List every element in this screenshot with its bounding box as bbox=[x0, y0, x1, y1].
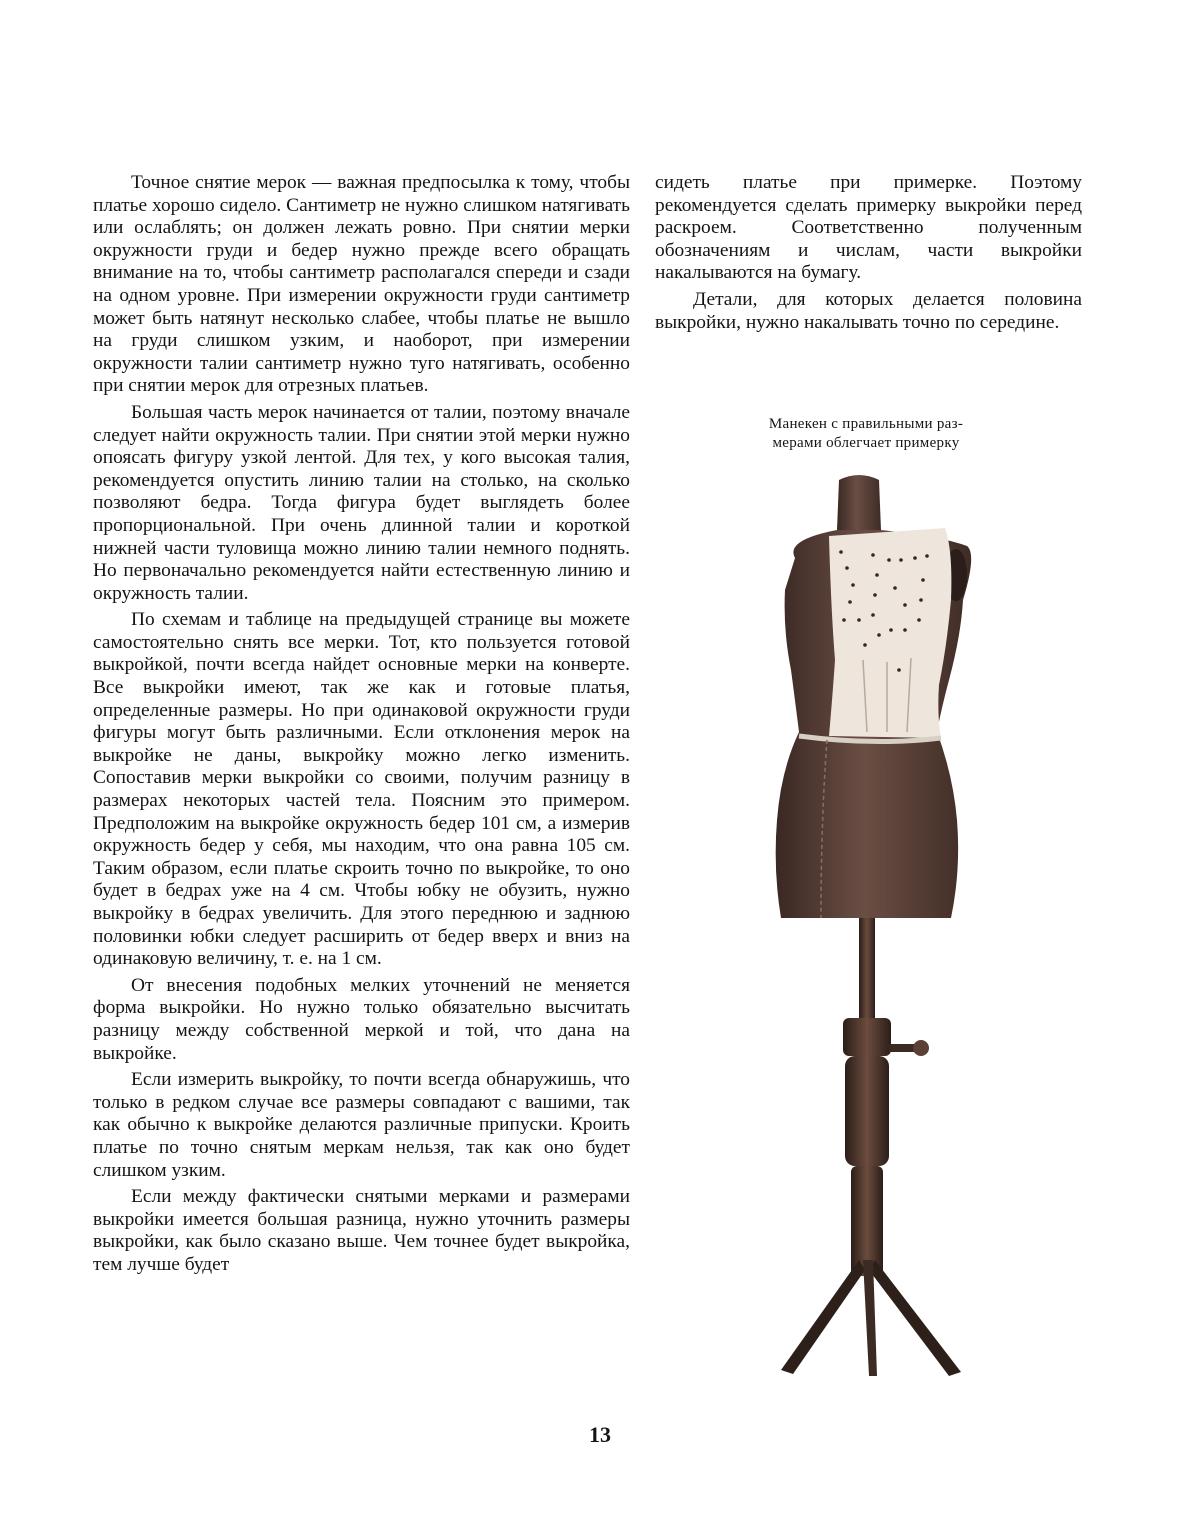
paragraph-pattern-adjustment: По схемам и таблице на предыдущей странице вы можете самостоятельно снять все мерки. Тот, кто пользуется готовой выкройкой, почти всегда найдет основные мерки на конверте. Все выкройки имеют, так же как и готовые платья, определенные размеры. Но при одинаковой окружности груди фигуры могут быть различными. Если отклонения мерок на выкройке не даны, выкройку можно легко изменить. Сопоставив мерки выкройки со своими, получим разницу в размерах некоторых частей тела. Поясним это примером. Предположим на выкройке окружность бедер 101 см, а измерив окружность бедер у себя, мы находим, что она равна 105 см. Таким образом, если платье скроить точно по выкройке, то оно будет в бедрах уже на 4 см. Чтобы юбку не обузить, нужно выкройку в бедрах увеличить. Для этого переднюю и заднюю половинки юбки следует расширить от бедер вверх и вниз на одинаковую величину, т. е. на 1 см. bbox=[93, 609, 630, 970]
caption-line-1: Манекен с правильными раз- bbox=[768, 416, 964, 432]
paragraph-measuring-accuracy: Точное снятие мерок — важная предпосылка к тому, чтобы платье хорошо сидело. Сантиметр не нужно слишком натягивать или ослаблять; он должен лежать ровно. При снятии мерки окружности груди и бедер нужно прежде всего обращать внимание на то, чтобы сантиметр располагался спереди и сзади на одном уровне. При измерении окружности груди сантиметр может быть натянут несколько слабее, чтобы платье не вышло на груди слишком узким, и наоборот, при измерении окружности талии сантиметр нужно туго натягивать, особенно при снятии мерок для отрезных платьев. bbox=[93, 172, 630, 397]
paragraph-fitting-continued: сидеть платье при примерке. Поэтому рекомендуется сделать примерку выкройки перед раскроем. Соответственно полученным обозначениям и числам, части выкройки накалываются на бумагу. bbox=[655, 172, 1082, 284]
dress-form-icon bbox=[755, 470, 1015, 1380]
caption-line-2: мерами облегчает примерку bbox=[772, 435, 960, 451]
right-text-column bbox=[655, 172, 1082, 338]
paragraph-half-pattern: Детали, для которых делается половина выкройки, нужно накалывать точно по середине. bbox=[655, 288, 1082, 333]
mannequin-figure bbox=[755, 470, 1015, 1380]
left-text-column bbox=[93, 172, 630, 1281]
figure-caption bbox=[730, 415, 1002, 453]
page-number: 13 bbox=[589, 1422, 611, 1447]
paragraph-waist: Большая часть мерок начинается от талии, поэтому вначале следует найти окружность талии. При снятии этой мерки нужно опоясать фигуру узкой лентой. Для тех, у кого высокая талия, рекомендуется опустить линию талии на столько, на сколько позволяют бедра. Тогда фигура будет выглядеть более пропорциональной. При очень длинной талии и короткой нижней части туловища можно линию талии немного поднять. Но первоначально рекомендуется найти естественную линию и окружность талии. bbox=[93, 401, 630, 604]
paragraph-large-difference: Если между фактически снятыми мерками и размерами выкройки имеется большая разница, нужно уточнить размеры выкройки, как было сказано выше. Чем точнее будет выкройка, тем лучше будет bbox=[93, 1186, 630, 1275]
paragraph-small-changes: От внесения подобных мелких уточнений не меняется форма выкройки. Но нужно только обязательно высчитать разницу между собственной меркой и той, что дана на выкройке. bbox=[93, 974, 630, 1064]
paragraph-allowances: Если измерить выкройку, то почти всегда обнаружишь, что только в редком случае все размеры совпадают с вашими, так как обычно к выкройке делаются различные припуски. Кроить платье по точно снятым меркам нельзя, так как оно будет слишком узким. bbox=[93, 1069, 630, 1181]
